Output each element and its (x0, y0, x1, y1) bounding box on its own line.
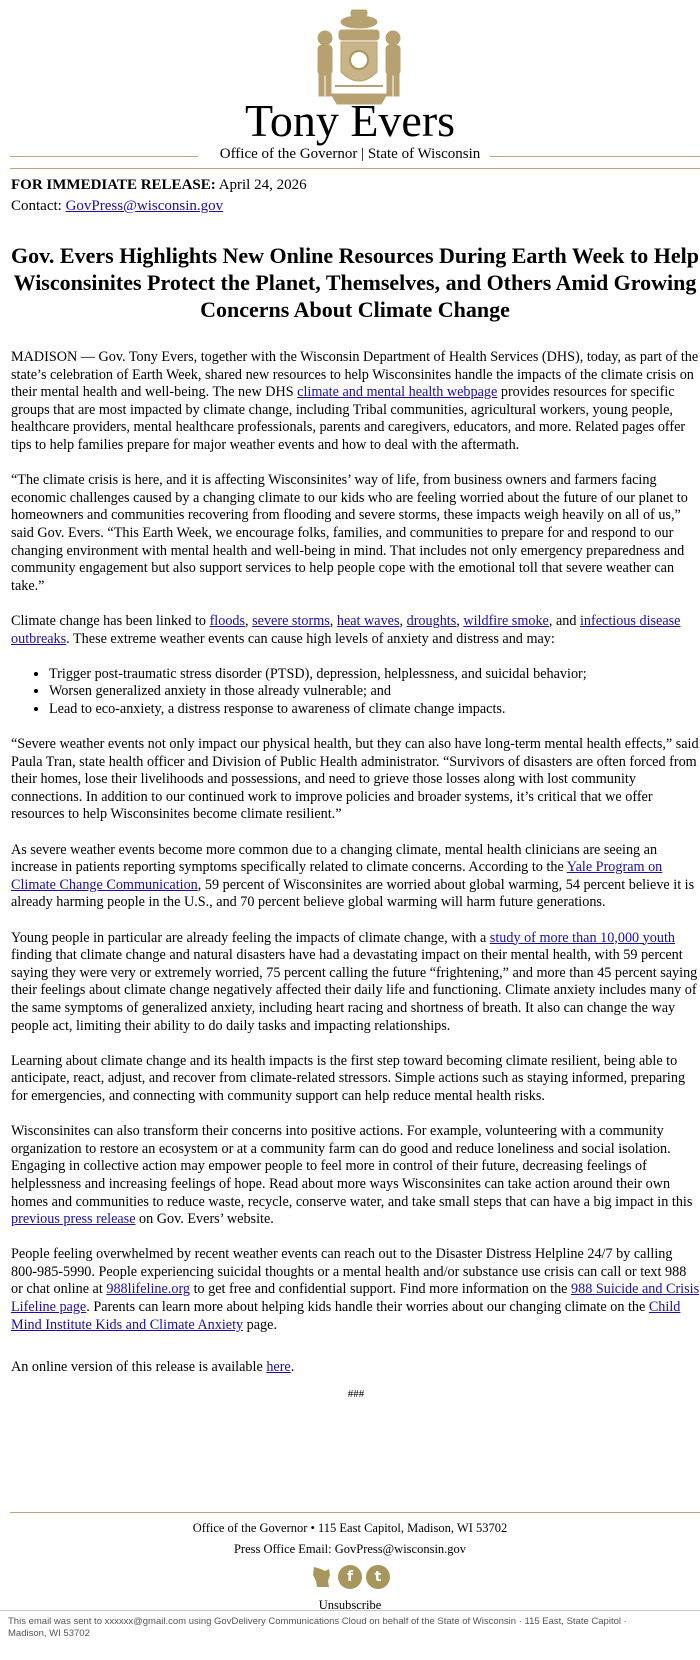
facebook-icon[interactable]: f (338, 1565, 362, 1589)
online-version-link[interactable]: here (266, 1359, 291, 1376)
footer-address: Office of the Governor • 115 East Capitol, Madison, WI 53702 (192, 1521, 508, 1535)
text: Climate change has been linked to (11, 612, 210, 629)
release-label: FOR IMMEDIATE RELEASE: (11, 177, 216, 193)
text: on Gov. Evers’ website. (135, 1211, 274, 1228)
paragraph-climate-links (11, 613, 700, 648)
contact-label: Contact: (11, 198, 62, 214)
text: People feeling overwhelmed by recent weather events can reach out to the Disaster Distress Helpline 24/7 by calling 800-985-5990. People experiencing suicidal thoughts or a mental health and/or substance use crisis can call or text 988 or chat online at (11, 1246, 687, 1298)
yale-program-link[interactable]: Yale Program on Climate Change Communication (11, 859, 663, 893)
text: . These extreme weather events can cause high levels of anxiety and distress and may: (66, 630, 555, 647)
list-item: • Lead to eco-anxiety, a distress response to awareness of climate change impacts. (49, 701, 700, 719)
paragraph-yale (11, 842, 700, 912)
delivery-notice: This email was sent to xxxxxx@gmail.com using GovDelivery Communications Cloud on behalf of the State of Wisconsin · 115 East, State Capitol · Madison, WI 53702 (8, 1616, 627, 1639)
footer-rule (10, 1512, 700, 1513)
separator: , (456, 612, 464, 629)
text: page. (243, 1316, 277, 1333)
release-meta (11, 175, 307, 217)
paragraph-governor-quote: “The climate crisis is here, and it is affecting Wisconsinites’ way of life, from business owners and farmers facing economic challenges caused by a changing climate to our kids who are feeling worried about the future of our planet to homeowners and communities recovering from flooding and severe storms, these impacts weigh heavily on all of us,” said Gov. Evers. “This Earth Week, we encourage folks, families, and communities to prepare for and respond to our changing environment with mental health and well-being in mind. That includes not only emergency preparedness and community engagement but also support services to help people cope with the emotional toll that severe weather can take.” (11, 472, 688, 594)
paragraph-youth (11, 930, 700, 1036)
footer (0, 1518, 700, 1616)
effects-list (11, 666, 700, 719)
paragraph-helplines (11, 1246, 700, 1334)
separator: , (245, 612, 253, 629)
unsubscribe-link[interactable]: Unsubscribe (318, 1598, 382, 1612)
infectious-disease-link[interactable]: infectious disease outbreaks (11, 612, 681, 647)
list-item: • Worsen generalized anxiety in those already vulnerable; and (49, 683, 700, 701)
988-lifeline-page-link[interactable]: 988 Suicide and Crisis Lifeline page (11, 1281, 700, 1316)
wisconsin-state-icon[interactable] (310, 1565, 334, 1589)
header-rule-right (490, 156, 700, 157)
text: finding that climate change and natural disasters have had a devastating impact on their mental health, with 59 percent saying they were very or extremely worried, 75 percent calling the future “frightening,” and more than 45 percent saying their feelings about climate change negatively affected their daily life and functioning. Climate anxiety includes many of the same symptoms of generalized anxiety, including heart racing and shortness of breath. It also can change the way people act, limiting their ability to do daily tasks and impacting relationships. (11, 947, 698, 1034)
floods-link[interactable]: floods (209, 612, 246, 629)
text: MADISON — Gov. Tony Evers, together with the Wisconsin Department of Health Services (DHS), today, as part of the state’s celebration of Earth Week, shared new resources to help Wisconsinites handle the impacts of the climate crisis on their mental health and well-being. The new DHS (11, 349, 699, 401)
severe-storms-link[interactable]: severe storms (252, 612, 330, 629)
paragraph-resilience: Learning about climate change and its health impacts is the first step toward becoming climate resilient, being able to anticipate, react, adjust, and recover from climate-related stressors. Simple actions such as staying informed, preparing for emergencies, and connecting with community support can help reduce mental health risks. (11, 1052, 686, 1104)
footer-press-email: Press Office Email: GovPress@wisconsin.gov (233, 1542, 467, 1556)
header (0, 0, 700, 170)
text: to get free and confidential support. Find more information on the (190, 1281, 572, 1298)
release-body (11, 349, 700, 1404)
heat-waves-link[interactable]: heat waves (336, 612, 400, 629)
paragraph-intro (11, 349, 700, 455)
wildfire-smoke-link[interactable]: wildfire smoke (463, 612, 549, 629)
social-icons (0, 1565, 700, 1589)
system-rule (0, 1610, 700, 1611)
header-rule (10, 168, 700, 169)
twitter-icon[interactable]: t (366, 1565, 390, 1589)
text: . Parents can learn more about helping kids handle their worries about our changing climate on the (86, 1299, 649, 1316)
end-marker: ### (347, 1388, 365, 1401)
youth-study-link[interactable]: study of more than 10,000 youth (489, 929, 676, 946)
climate-mental-health-link[interactable]: climate and mental health webpage (297, 384, 498, 401)
release-title: Gov. Evers Highlights New Online Resources During Earth Week to Help Wisconsinites Protect the Planet, Themselves, and Others Amid Growing Concerns About Climate Change (11, 243, 699, 322)
text: Young people in particular are already feeling the impacts of climate change, with a (11, 929, 490, 946)
release-line (11, 175, 307, 196)
paragraph-online-version (11, 1359, 700, 1377)
list-item: • Trigger post-traumatic stress disorder (PTSD), depression, helplessness, and suicidal behavior; (49, 666, 700, 684)
988lifeline-link[interactable]: 988lifeline.org (106, 1281, 191, 1298)
text: As severe weather events become more common due to a changing climate, mental health clinicians are seeing an increase in patients reporting symptoms specifically related to climate concerns. According to the (11, 841, 658, 876)
governor-office: Office of the Governor | State of Wisconsin (219, 146, 481, 162)
text: Wisconsinites can also transform their concerns into positive actions. For example, volunteering with a community organization to restore an ecosystem or at a community farm can do good and reduce loneliness and social isolation. Engaging in collective action may empower people to feel more in control of their future, decreasing feelings of helplessness and increasing feelings of hope. Read about more ways Wisconsinites can take action around their own homes and communities to reduce waste, recycle, conserve water, and take small steps that can have a big impact in this (11, 1123, 693, 1210)
droughts-link[interactable]: droughts (406, 612, 457, 629)
child-mind-institute-link[interactable]: Child Mind Institute Kids and Climate Anxiety (11, 1299, 681, 1333)
paragraph-tran-quote: “Severe weather events not only impact our physical health, but they can also have long-term mental health effects,” said Paula Tran, state health officer and Division of Public Health administrator. “Survivors of disasters are often forced from their homes, lose their livelihoods and possessions, and need to grieve those losses along with lost community connections. In addition to our continued work to improve policies and broader systems, it’s critical that we offer resources to help Wisconsinites become climate resilient.” (11, 736, 699, 823)
text: provides resources for specific groups that are most impacted by climate change, including Tribal communities, agricultural workers, young people, healthcare providers, mental healthcare professionals, parents and caregivers, educators, and more. Related pages offer tips to help families prepare for major weather events and how to deal with the aftermath. (11, 384, 686, 453)
separator: , (399, 612, 407, 629)
text: , 59 percent of Wisconsinites are worried about global warming, 54 percent believe it is already harming people in the U.S., and 70 percent believe global warming will harm future generations. (11, 876, 695, 911)
text: An online version of this release is available (11, 1359, 267, 1376)
paragraph-actions (11, 1123, 700, 1229)
previous-press-release-link[interactable]: previous press release (11, 1211, 136, 1228)
text: . (290, 1359, 295, 1376)
release-date: April 24, 2026 (218, 177, 307, 193)
contact-email-link[interactable]: GovPress@wisconsin.gov (65, 198, 224, 214)
governor-name: Tony Evers (244, 95, 456, 146)
separator: , (329, 612, 337, 629)
contact-line (11, 196, 307, 217)
separator: , and (548, 612, 580, 629)
